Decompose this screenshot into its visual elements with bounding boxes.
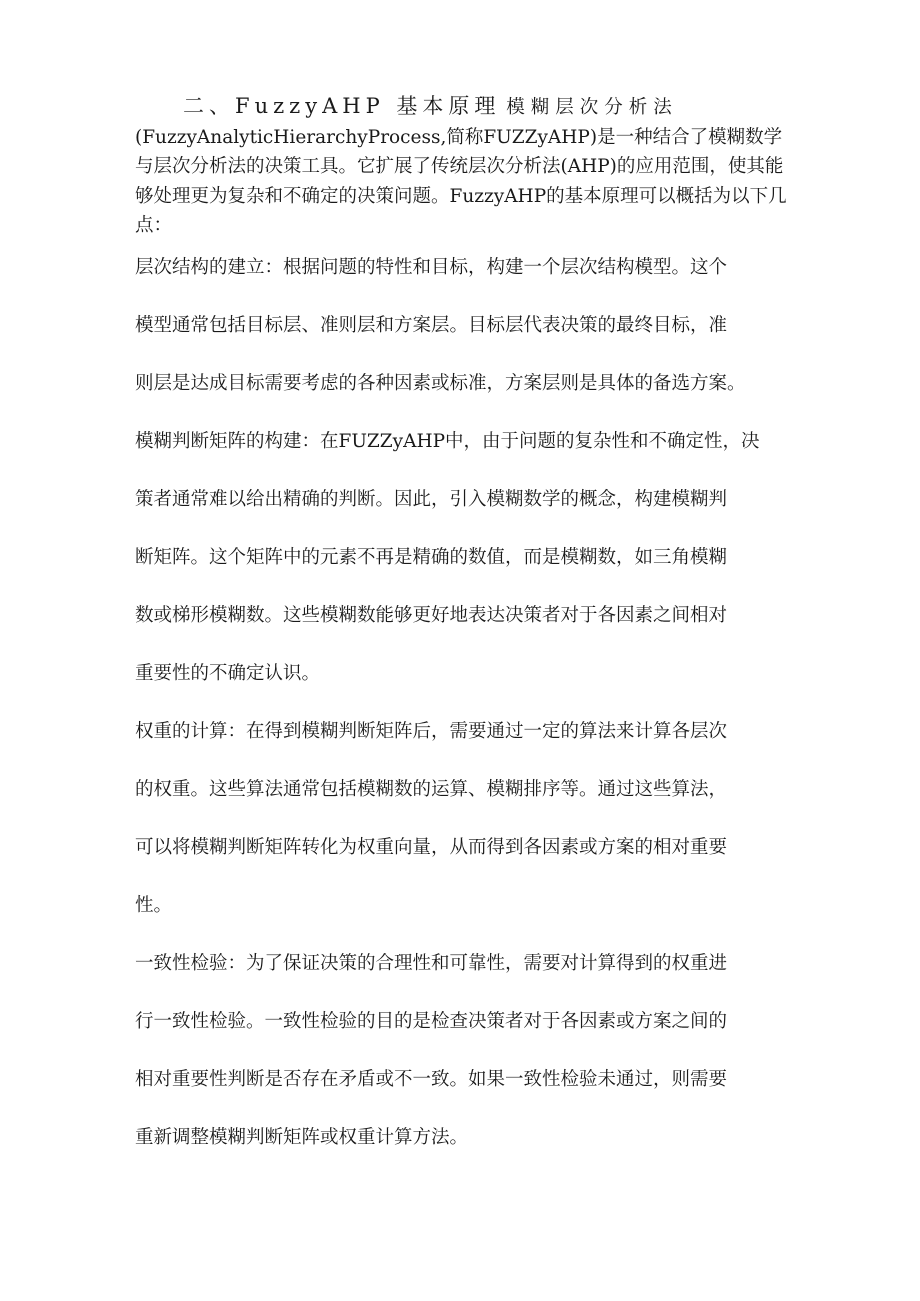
text-line: 则层是达成目标需要考虑的各种因素或标准，方案层则是具体的备选方案。 <box>135 373 746 394</box>
text-line: 重新调整模糊判断矩阵或权重计算方法。 <box>135 1127 469 1148</box>
text-line: 性。 <box>135 895 173 916</box>
text-line: 重要性的不确定认识。 <box>135 663 321 684</box>
text-line: 模型通常包括目标层、准则层和方案层。目标层代表决策的最终目标，准 <box>135 315 728 336</box>
text-line: 层次结构的建立：根据问题的特性和目标，构建一个层次结构模型。这个 <box>135 257 728 278</box>
intro-lead: 模糊层次分析法 <box>506 97 678 118</box>
text-line: 策者通常难以给出精确的判断。因此，引入模糊数学的概念，构建模糊判 <box>135 489 728 510</box>
text-line: 可以将模糊判断矩阵转化为权重向量，从而得到各因素或方案的相对重要 <box>135 837 728 858</box>
text-line: 行一致性检验。一致性检验的目的是检查决策者对于各因素或方案之间的 <box>135 1011 728 1032</box>
text-line: 的权重。这些算法通常包括模糊数的运算、模糊排序等。通过这些算法， <box>135 779 728 800</box>
intro-paragraph <box>135 92 795 241</box>
intro-body: (FuzzyAnalyticHierarchyProcess,简称FUZZyAHP)是一种结合了模糊数学与层次分析法的决策工具。它扩展了传统层次分析法(AHP)的应用范围，使其能够处理更为复杂和不确定的决策问题。FuzzyAHP的基本原理可以概括为以下几点： <box>135 126 787 236</box>
text-line: 一致性检验：为了保证决策的合理性和可靠性，需要对计算得到的权重进 <box>135 953 728 974</box>
text-line: 相对重要性判断是否存在矛盾或不一致。如果一致性检验未通过，则需要 <box>135 1069 728 1090</box>
text-line: 断矩阵。这个矩阵中的元素不再是精确的数值，而是模糊数，如三角模糊 <box>135 547 728 568</box>
text-line: 权重的计算：在得到模糊判断矩阵后，需要通过一定的算法来计算各层次 <box>135 721 728 742</box>
text-line: 数或梯形模糊数。这些模糊数能够更好地表达决策者对于各因素之间相对 <box>135 605 728 626</box>
section-heading: 二、FuzzyAHP 基本原理 <box>183 94 501 118</box>
text-line: 模糊判断矩阵的构建：在FUZZyAHP中，由于问题的复杂性和不确定性，决 <box>135 431 760 452</box>
